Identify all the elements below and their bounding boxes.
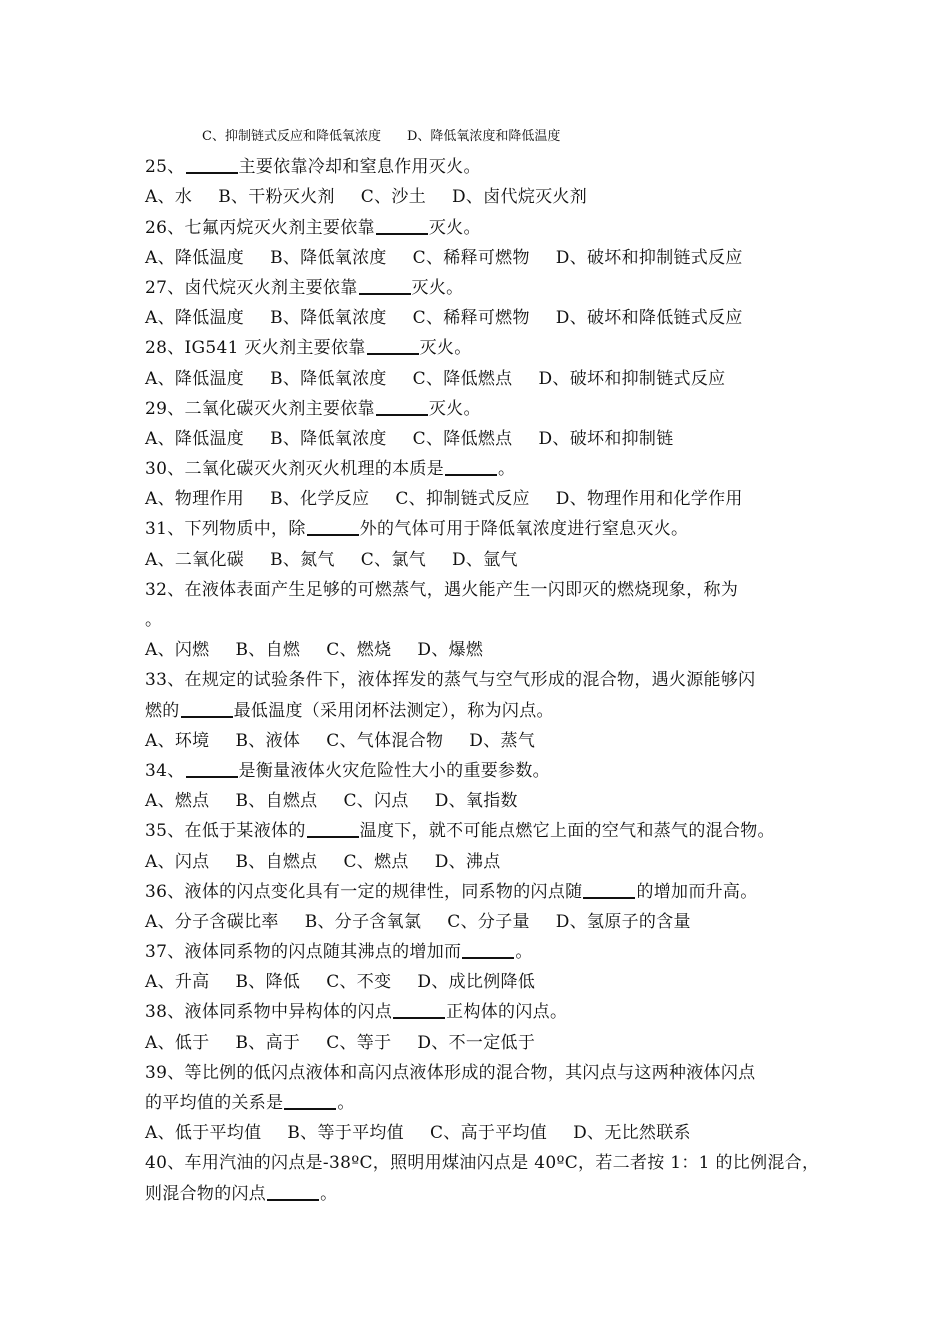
answer-option: A、环境 [145,730,210,751]
answer-options [145,182,825,212]
answer-options [145,1028,825,1058]
answer-option: B、降低氧浓度 [270,247,387,268]
answer-options [145,122,825,152]
answer-option: A、降低温度 [145,368,245,389]
answer-option: C、分子量 [447,911,530,932]
answer-options [145,364,825,394]
question-text-after-blank: 正构体的闪点。 [446,1002,568,1023]
question-line [145,997,825,1027]
question-text-after-blank: 。 [337,1093,355,1113]
question-text-before-blank: 30、二氧化碳灭火剂灭火机理的本质是 [145,459,445,480]
question-line [145,514,825,544]
question-line [145,152,825,182]
answer-blank [181,702,233,718]
answer-options [145,424,825,454]
answer-option: D、物理作用和化学作用 [555,489,743,510]
question-text-before-blank: 29、二氧化碳灭火剂主要依靠 [145,398,375,419]
question-line [145,877,825,907]
question-text-after-blank: 灭火。 [419,338,472,359]
question-text-before-blank: 35、在低于某液体的 [145,821,306,842]
question-line [145,937,825,967]
answer-option: D、爆燃 [417,640,484,661]
answer-option: A、升高 [145,972,210,993]
answer-option: A、分子含碳比率 [145,911,279,932]
answer-options [145,243,825,273]
answer-option: C、降低燃点 [412,368,513,389]
answer-option: C、燃点 [343,851,409,872]
question-text-before-blank: 28、IG541 灭火剂主要依靠 [145,338,366,359]
question-line [145,816,825,846]
answer-option: A、降低温度 [145,247,245,268]
answer-blank [376,219,428,235]
question-text-after-blank: 。 [498,459,516,480]
question-text-before-blank: 的平均值的关系是 [145,1093,284,1113]
answer-option: B、干粉灭火剂 [218,187,335,208]
answer-option: A、低于 [145,1032,210,1053]
answer-option: D、成比例降低 [417,972,536,993]
question-line [145,273,825,303]
answer-blank [367,339,419,355]
answer-option: A、闪点 [145,851,210,872]
answer-option: B、降低氧浓度 [270,368,387,389]
answer-option: C、氯气 [360,549,426,570]
question-line [145,1058,825,1088]
answer-option: B、降低氧浓度 [270,428,387,449]
answer-option: C、降低燃点 [412,428,513,449]
question-text: 32、在液体表面产生足够的可燃蒸气，遇火能产生一闪即灭的燃烧现象，称为 [145,579,739,600]
answer-option: D、氧指数 [434,791,518,812]
question-line [145,213,825,243]
answer-option: D、氢原子的含量 [555,911,691,932]
answer-option: D、破坏和降低链式反应 [555,308,743,329]
answer-options [145,484,825,514]
answer-option: D、氩气 [452,549,518,570]
question-line [145,394,825,424]
question-text-before-blank: 37、液体同系物的闪点随其沸点的增加而 [145,942,462,963]
answer-option: A、水 [145,187,193,208]
question-line [145,575,825,605]
question-text-after-blank: 温度下，就不可能点燃它上面的空气和蒸气的混合物。 [359,821,775,842]
answer-options [145,726,825,756]
answer-option: C、高于平均值 [429,1123,548,1144]
question-line [145,756,825,786]
answer-option: D、蒸气 [469,730,536,751]
question-text: 39、等比例的低闪点液体和高闪点液体形成的混合物，其闪点与这两种液体闪点 [145,1062,756,1083]
answer-option: D、不一定低于 [417,1032,536,1053]
question-text-before-blank: 26、七氟丙烷灭火剂主要依靠 [145,217,375,238]
answer-option: C、气体混合物 [326,730,444,751]
question-text-after-blank: 灭火。 [428,398,481,419]
answer-option: B、高于 [235,1032,301,1053]
question-text-before-blank: 38、液体同系物中异构体的闪点 [145,1002,393,1023]
answer-options [145,847,825,877]
answer-option: B、化学反应 [270,489,370,510]
question-line [145,696,825,726]
answer-option: C、不变 [326,972,392,993]
answer-option: C、沙土 [360,187,426,208]
answer-blank [462,943,514,959]
answer-blank [284,1094,336,1110]
question-list [145,122,825,1209]
answer-option: D、破坏和抑制链 [538,428,674,449]
answer-option: B、分子含氧氯 [304,911,422,932]
question-line [145,665,825,695]
question-text: 。 [145,610,163,630]
answer-option: B、液体 [235,730,301,751]
question-text-before-blank: 36、液体的闪点变化具有一定的规律性，同系物的闪点随 [145,881,583,902]
answer-options [145,967,825,997]
question-text-after-blank: 。 [320,1183,338,1204]
question-line [145,1088,825,1118]
question-text-after-blank: 是衡量液体火灾危险性大小的重要参数。 [238,760,550,781]
question-text-before-blank: 25、 [145,157,185,178]
answer-blank [393,1003,445,1019]
answer-blank [376,400,428,416]
question-text-after-blank: 灭火。 [411,277,464,298]
question-text-after-blank: 。 [515,942,533,963]
question-line [145,333,825,363]
answer-option: A、物理作用 [145,489,245,510]
question-text-before-blank: 31、下列物质中，除 [145,519,306,540]
answer-option: D、无比然联系 [573,1123,691,1144]
answer-option: A、降低温度 [145,428,245,449]
question-text: 40、车用汽油的闪点是-38ºC，照明用煤油闪点是 40ºC，若二者按 1：1 的比例混合， [145,1153,820,1174]
question-line [145,1148,825,1178]
answer-option: C、闪点 [343,791,409,812]
answer-blank [267,1185,319,1201]
answer-option: C、抑制链式反应和降低氧浓度 [202,129,381,144]
question-line [145,1179,825,1209]
answer-blank [307,822,359,838]
question-text-after-blank: 灭火。 [428,217,481,238]
answer-option: D、破坏和抑制链式反应 [538,368,726,389]
answer-options [145,786,825,816]
answer-option: B、等于平均值 [287,1123,404,1144]
question-line [145,605,825,635]
answer-option: C、稀释可燃物 [412,247,530,268]
answer-blank [583,883,635,899]
question-text-after-blank: 外的气体可用于降低氧浓度进行窒息灭火。 [359,519,689,540]
answer-option: C、等于 [326,1032,392,1053]
answer-blank [359,279,411,295]
answer-option: B、自燃点 [235,791,318,812]
answer-options [145,907,825,937]
answer-blank [445,460,497,476]
answer-blank [186,762,238,778]
answer-option: C、燃烧 [326,640,392,661]
question-text-after-blank: 最低温度（采用闭杯法测定），称为闪点。 [233,700,554,721]
answer-option: A、闪燃 [145,640,210,661]
answer-options [145,635,825,665]
question-text-before-blank: 34、 [145,760,185,781]
answer-option: B、自燃点 [235,851,318,872]
answer-option: A、燃点 [145,791,210,812]
answer-option: B、降低 [235,972,301,993]
answer-option: A、二氧化碳 [145,549,245,570]
answer-option: B、降低氧浓度 [270,308,387,329]
answer-option: D、破坏和抑制链式反应 [555,247,743,268]
answer-option: D、降低氧浓度和降低温度 [406,129,561,144]
question-text-after-blank: 的增加而升高。 [636,881,758,902]
answer-option: C、抑制链式反应 [395,489,530,510]
answer-blank [186,158,238,174]
question-text-before-blank: 27、卤代烷灭火剂主要依靠 [145,277,358,298]
answer-option: D、沸点 [434,851,501,872]
answer-option: D、卤代烷灭火剂 [452,187,588,208]
answer-option: A、低于平均值 [145,1123,262,1144]
answer-options [145,303,825,333]
answer-option: B、自燃 [235,640,301,661]
answer-option: C、稀释可燃物 [412,308,530,329]
question-text-after-blank: 主要依靠冷却和窒息作用灭火。 [238,157,481,178]
question-text: 33、在规定的试验条件下，液体挥发的蒸气与空气形成的混合物，遇火源能够闪 [145,670,756,691]
answer-options [145,545,825,575]
question-line [145,454,825,484]
answer-option: A、降低温度 [145,308,245,329]
answer-options [145,1118,825,1148]
question-text-before-blank: 燃的 [145,700,180,721]
answer-blank [307,520,359,536]
question-text-before-blank: 则混合物的闪点 [145,1183,267,1204]
answer-option: B、氮气 [270,549,335,570]
